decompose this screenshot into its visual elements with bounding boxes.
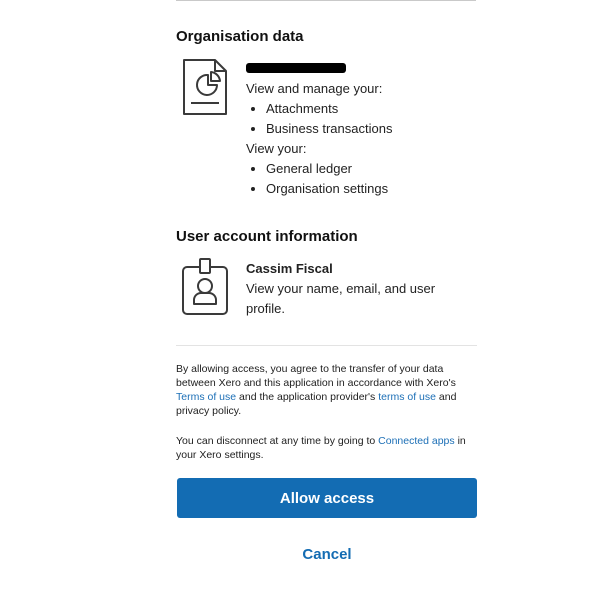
connected-apps-link[interactable]: Connected apps — [378, 435, 455, 447]
user-permissions — [246, 259, 476, 319]
report-document-icon — [181, 57, 229, 117]
user-permission-description: View your name, email, and user profile. — [246, 281, 436, 316]
consent-text-part: and privacy policy. — [176, 391, 457, 417]
provider-terms-link[interactable]: terms of use — [378, 391, 436, 403]
cancel-button[interactable]: Cancel — [177, 540, 477, 568]
disconnect-text-part: in your Xero settings. — [176, 435, 466, 461]
section-divider — [176, 345, 477, 346]
consent-text-part: and the application provider's — [239, 391, 376, 403]
list-item: • General ledger — [266, 159, 476, 179]
allow-access-button[interactable]: Allow access — [177, 478, 477, 518]
disconnect-text — [176, 434, 477, 462]
organisation-name-redacted — [246, 59, 476, 79]
list-item: • Organisation settings — [266, 179, 476, 199]
list-item: • Business transactions — [266, 119, 476, 139]
organisation-data-section — [176, 28, 477, 196]
user-name: Cassim Fiscal — [246, 261, 333, 276]
manage-list — [246, 99, 476, 139]
consent-text — [176, 362, 477, 418]
redaction-bar — [246, 63, 346, 73]
user-account-section — [176, 228, 477, 316]
xero-terms-link[interactable]: Terms of use — [176, 391, 237, 403]
view-list — [246, 159, 476, 199]
list-item: • Attachments — [266, 99, 476, 119]
consent-text-part: By allowing access, you agree to the transfer of your data between Xero and this application in accordance with Xero's — [176, 363, 456, 389]
view-label: View your: — [246, 141, 307, 156]
user-account-heading: User account information — [176, 228, 358, 245]
organisation-permissions — [246, 59, 476, 199]
top-divider — [176, 0, 476, 1]
organisation-data-heading: Organisation data — [176, 28, 304, 45]
id-badge-icon — [181, 257, 229, 317]
manage-label: View and manage your: — [246, 81, 383, 96]
disconnect-text-part: You can disconnect at any time by going to — [176, 435, 376, 447]
